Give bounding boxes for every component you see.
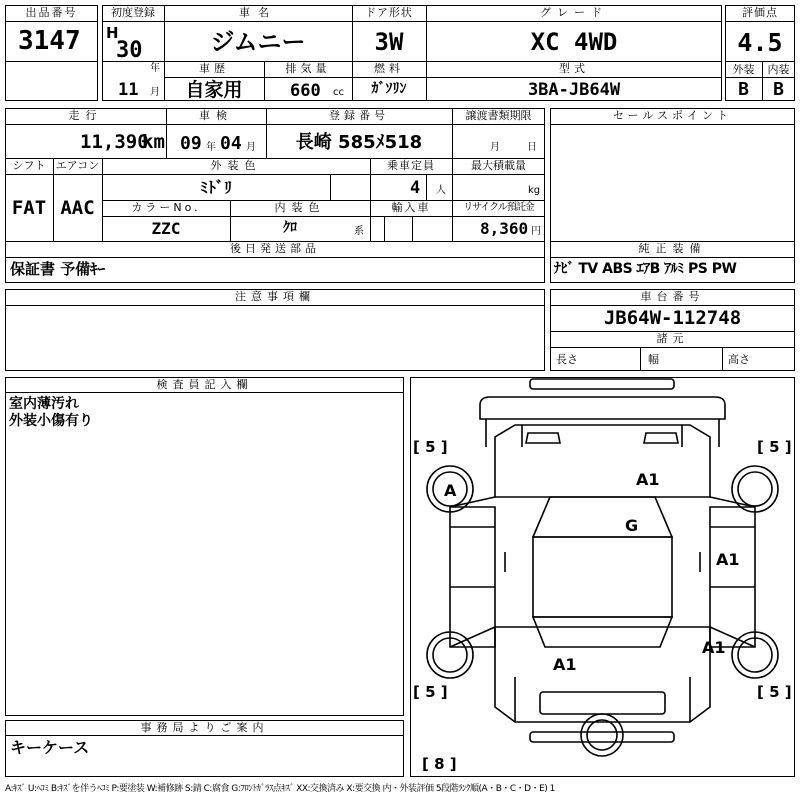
aircon-header: エアコン <box>55 159 100 172</box>
mark-left-front-tire: A <box>444 481 457 500</box>
tire-front-right: [ 5 ] <box>757 438 792 456</box>
interior-header: 内装 <box>767 63 790 76</box>
car-name: ジムニー <box>210 28 306 56</box>
aircon-value: AAC <box>60 197 95 219</box>
ext-color-value: ﾐﾄﾞﾘ <box>199 178 232 197</box>
recycle-header: リサイクル預託金 <box>463 202 534 213</box>
era: H <box>106 24 119 42</box>
mark-right-door: A1 <box>716 550 740 569</box>
door-type: 3W <box>374 28 404 56</box>
lot-number: 3147 <box>18 26 81 56</box>
score-value: 4.5 <box>737 28 783 57</box>
chassis-header: 車台番号 <box>640 290 705 303</box>
max-load-header: 最大積載量 <box>471 159 526 172</box>
transfer-day-unit: 日 <box>527 142 537 153</box>
history-value: 自家用 <box>185 79 243 101</box>
color-no-value: ZZC <box>151 219 181 238</box>
length-label: 長さ <box>556 353 578 366</box>
int-color-unit: 系 <box>354 226 364 237</box>
reg-year: 30 <box>116 38 143 63</box>
mileage-unit: km <box>142 131 165 153</box>
legend: A:ｷｽﾞ U:ﾍｺﾐ B:ｷｽﾞを伴うﾍｺﾐ P:要塗装 W:補修跡 S:錆 C:腐食 G:ﾌﾛﾝﾄｶﾞﾗｽ点ｷｽﾞ XX:交換済み X:要交換 内・外装評価 5段階ﾗﾝｸ順(A・B・C・D・E) 1 <box>5 784 555 794</box>
capacity-header: 乗車定員 <box>387 159 435 172</box>
inspection-header: 車検 <box>199 109 233 122</box>
insp-month: 04 <box>220 133 242 154</box>
genuine-header: 純正装備 <box>638 242 707 255</box>
model-code: 3BA-JB64W <box>527 80 621 100</box>
capacity-value: 4 <box>410 178 421 198</box>
shift-value: FAT <box>11 197 47 219</box>
inspector-note-2: 外装小傷有り <box>9 413 93 429</box>
transfer-header: 譲渡書類期限 <box>465 109 532 122</box>
displacement-header: 排気量 <box>285 62 331 75</box>
insp-year: 09 <box>180 133 202 154</box>
score-header: 評価点 <box>742 6 778 19</box>
office-header: 事務局よりご案内 <box>140 721 269 734</box>
sales-header: セールスポイント <box>612 109 732 122</box>
lot-header: 出品番号 <box>25 6 78 19</box>
car-name-header: 車名 <box>239 6 277 19</box>
recycle-value: 8,360 <box>480 219 529 238</box>
mark-right-rear: A1 <box>702 638 726 657</box>
reg-month: 11 <box>118 80 139 100</box>
displacement-value: 660 <box>290 81 321 101</box>
car-diagram <box>410 377 795 777</box>
mileage-value: 11,390 <box>80 131 149 153</box>
notes-header: 注意事項欄 <box>235 290 315 303</box>
chassis-number: JB64W-112748 <box>603 307 742 329</box>
grade-header: グレード <box>540 6 608 19</box>
capacity-unit: 人 <box>436 185 446 196</box>
ext-color-header: 外装色 <box>210 159 262 172</box>
mark-hood: A1 <box>636 470 660 489</box>
displacement-unit: cc <box>333 87 344 98</box>
genuine-equipment: ﾅﾋﾞ TV ABS ｴｱB ｱﾙﾐ PS PW <box>554 261 737 277</box>
tire-front-left: [ 5 ] <box>413 438 448 456</box>
interior-grade: B <box>773 79 784 100</box>
height-label: 高さ <box>728 353 750 366</box>
later-parts-header: 後日発送部品 <box>230 242 320 255</box>
specs-header: 諸元 <box>656 332 689 345</box>
model-header: 型式 <box>559 62 589 75</box>
insp-year-unit: 年 <box>206 142 216 153</box>
door-header: ドア形状 <box>365 6 413 19</box>
mark-trunk: A1 <box>553 655 577 674</box>
inspector-note-1: 室内薄汚れ <box>9 396 79 412</box>
width-label: 幅 <box>648 353 659 366</box>
recycle-unit: 円 <box>531 226 541 237</box>
month-unit: 月 <box>150 87 160 98</box>
fuel-value: ｶﾞｿﾘﾝ <box>371 81 407 97</box>
exterior-header: 外装 <box>732 63 755 76</box>
int-color-value: ｸﾛ <box>283 220 297 236</box>
spare-tire: [ 8 ] <box>422 755 457 773</box>
first-reg-header: 初度登録 <box>111 6 155 19</box>
office-note: キーケース <box>10 738 90 757</box>
color-no-header: カラーNo. <box>131 201 201 214</box>
int-color-header: 内装色 <box>274 201 326 214</box>
registration-header: 登録番号 <box>329 109 389 122</box>
transfer-month-unit: 月 <box>490 142 500 153</box>
grade-value: XC 4WD <box>530 28 618 56</box>
shift-header: シフト <box>12 159 46 172</box>
year-unit: 年 <box>150 63 160 74</box>
registration-number: 長崎 585ﾒ518 <box>295 132 423 153</box>
max-load-unit: kg <box>528 185 541 196</box>
inspector-header: 検査員記入欄 <box>156 378 253 391</box>
mileage-header: 走行 <box>68 109 103 122</box>
insp-month-unit: 月 <box>246 142 256 153</box>
fuel-header: 燃料 <box>374 62 404 75</box>
tire-rear-left: [ 5 ] <box>413 683 448 701</box>
mark-windshield: G <box>625 516 639 535</box>
import-header: 輸入車 <box>391 201 431 214</box>
history-header: 車歴 <box>199 62 229 75</box>
later-parts-value: 保証書 予備ｷｰ <box>10 260 106 278</box>
tire-rear-right: [ 5 ] <box>757 683 792 701</box>
exterior-grade: B <box>738 79 749 100</box>
